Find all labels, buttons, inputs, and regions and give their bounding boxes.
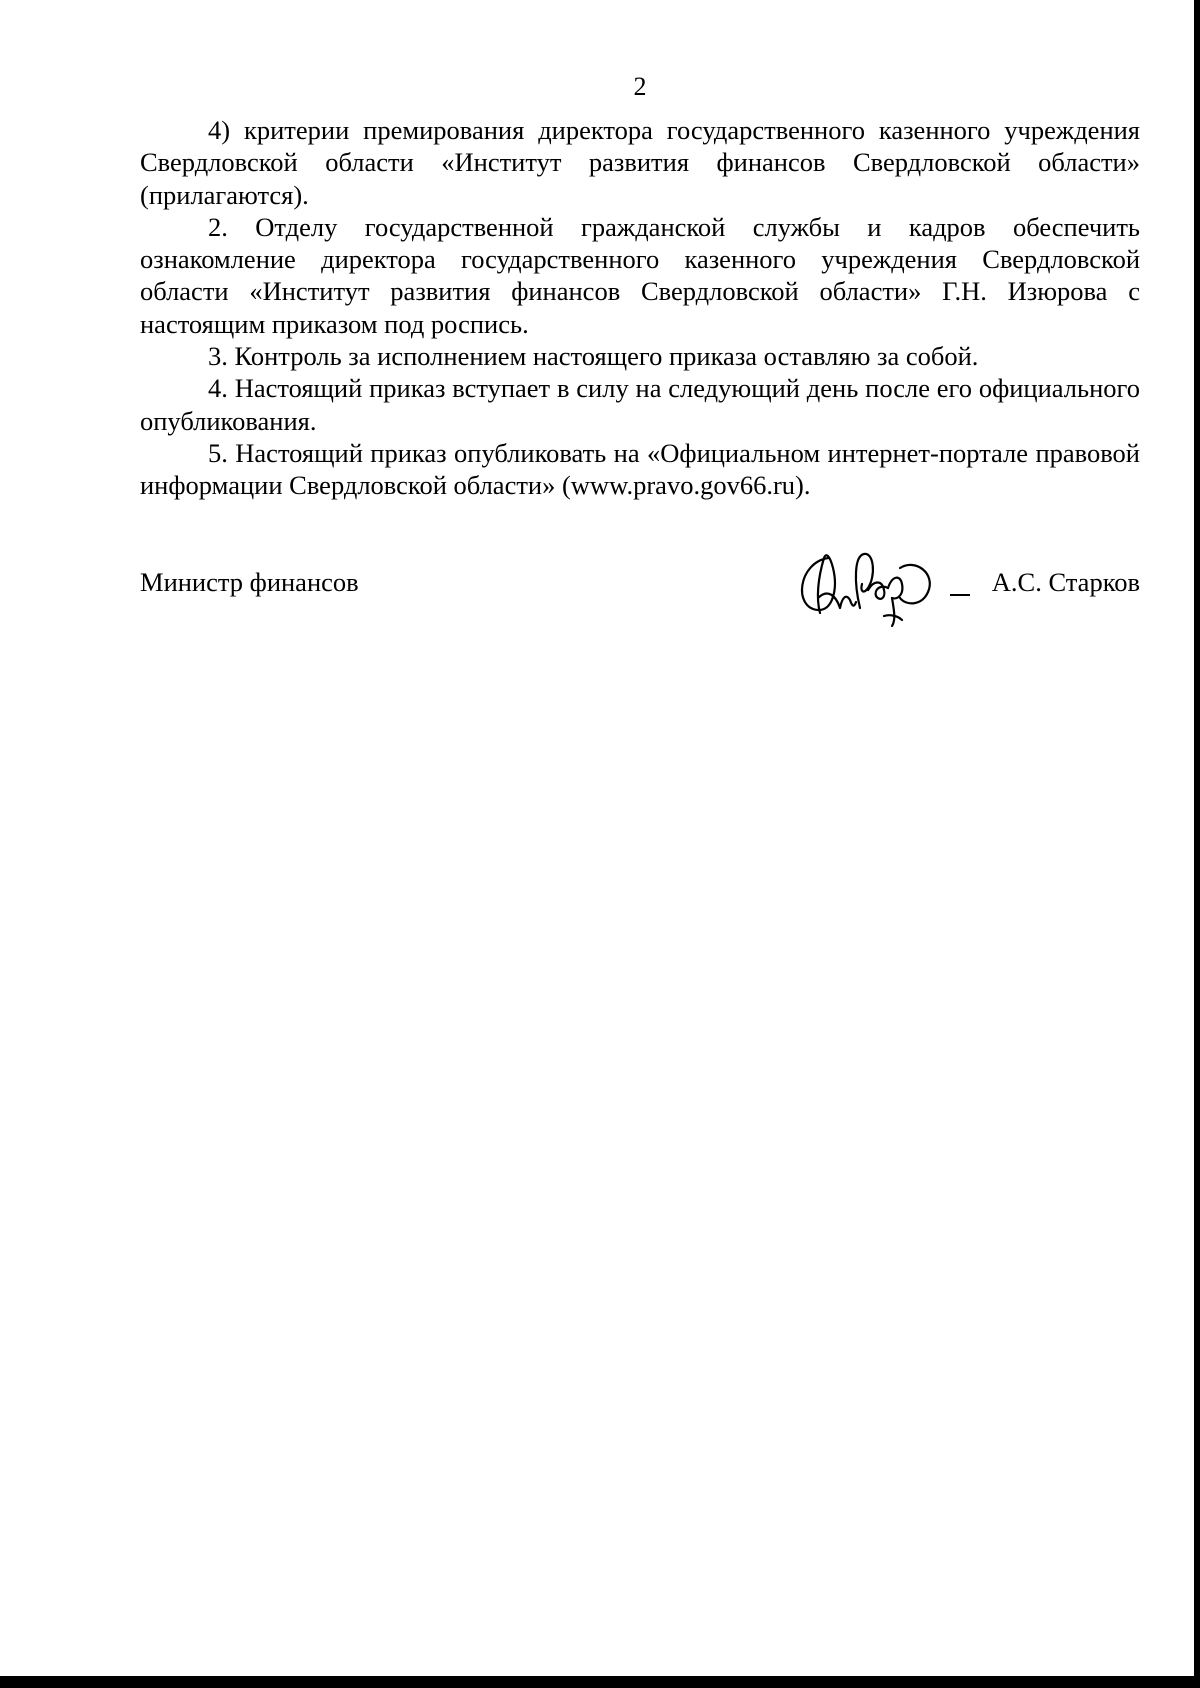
- signatory-position: Министр финансов: [140, 567, 359, 597]
- scan-edge-right: [1194, 0, 1200, 1688]
- paragraph-criteria-item-4: 4) критерии премирования директора государственного казенного учреждения Свердловской области «Институт развития финансов Свердловской области» (прилагаются).: [140, 115, 1140, 210]
- handwritten-signature-icon: [788, 528, 938, 628]
- signatory-name: А.С. Старков: [991, 567, 1140, 597]
- paragraph-5-publication: 5. Настоящий приказ опубликовать на «Официальном интернет-портале правовой информации Свердловской области» (www.pravo.gov66.ru).: [140, 437, 1140, 501]
- document-body: [140, 114, 1140, 502]
- paragraph-3-control: 3. Контроль за исполнением настоящего приказа оставляю за собой.: [208, 341, 979, 372]
- signature-block: [140, 560, 1140, 620]
- signature-line: [950, 594, 970, 596]
- paragraph-4-effective-date: 4. Настоящий приказ вступает в силу на следующий день после его официального опубликования.: [140, 373, 1140, 436]
- scan-edge-bottom: [0, 1676, 1200, 1688]
- page-number: 2: [633, 72, 647, 101]
- paragraph-2-hr-department: 2. Отделу государственной гражданской службы и кадров обеспечить ознакомление директора государственного казенного учреждения Свердловской области «Институт развития финансов Свердловской области» Г.Н. Изюрова с настоящим приказом под роспись.: [140, 211, 1140, 339]
